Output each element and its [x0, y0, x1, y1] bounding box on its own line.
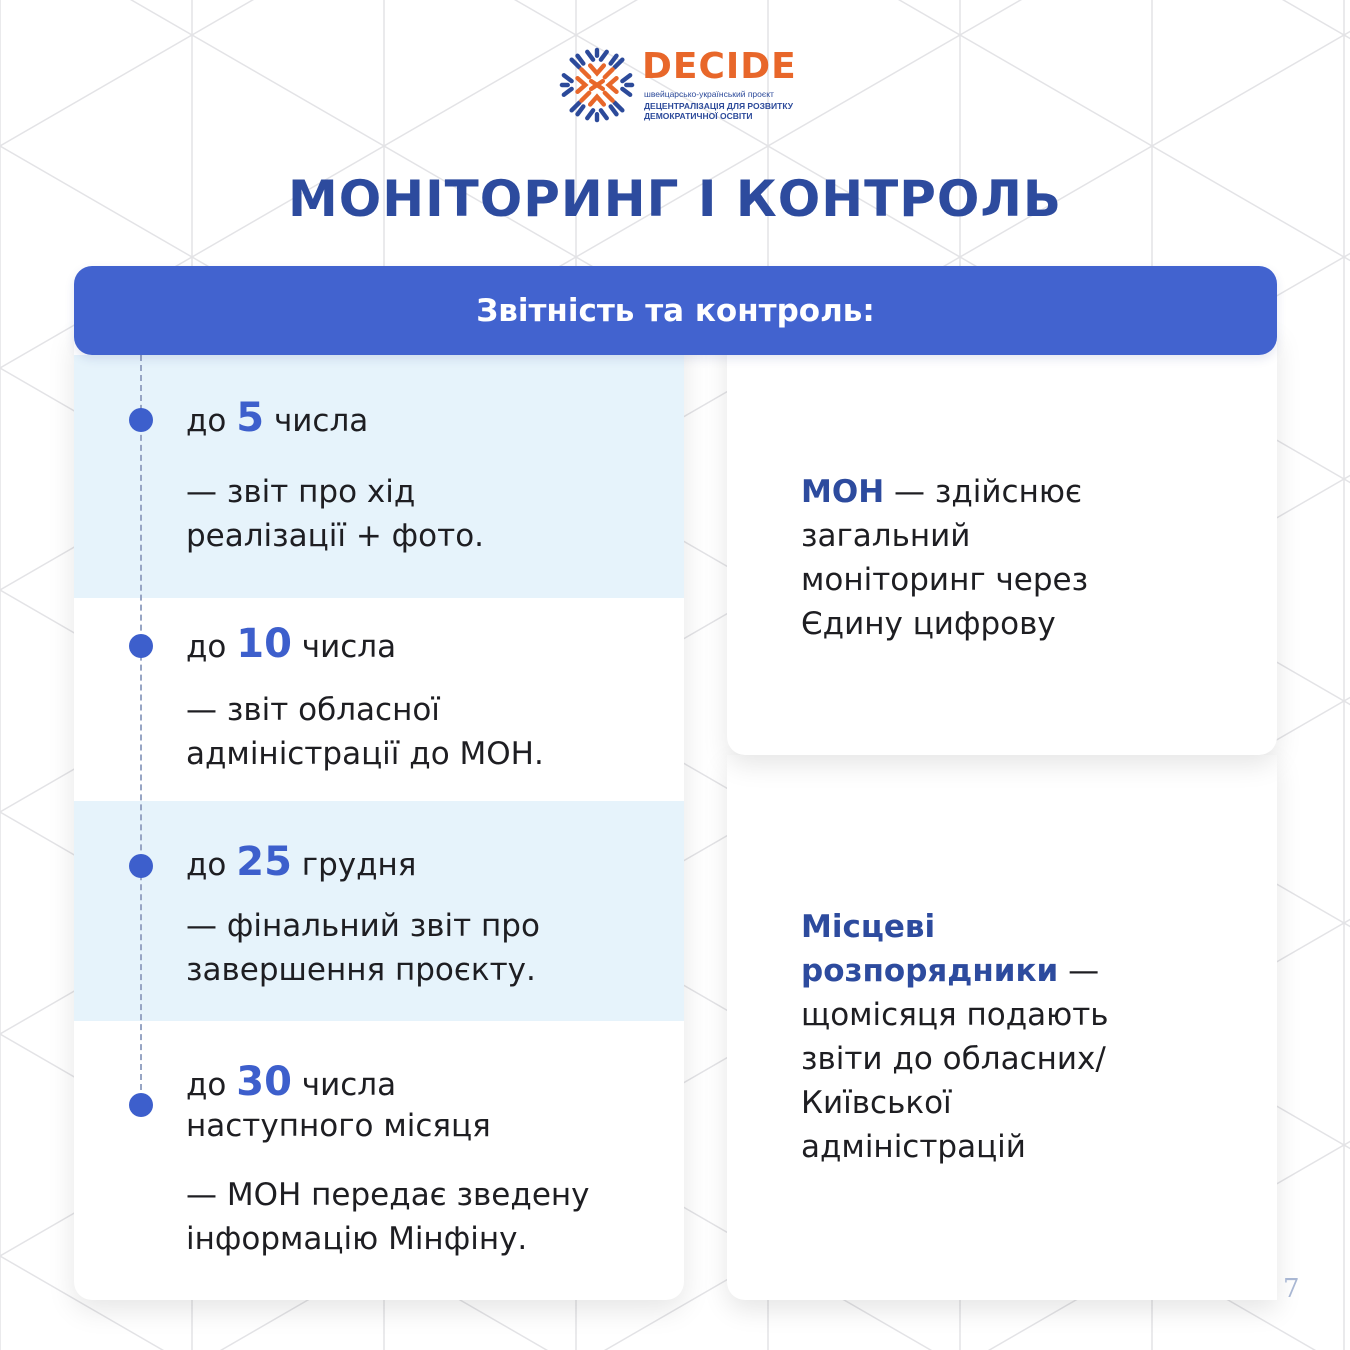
card-highlight: Місцеві розпорядники [801, 909, 1059, 989]
deadline-description: — звіт обласної адміністрації до МОН. [186, 692, 544, 772]
deadline-label [186, 396, 368, 443]
decide-logo [558, 46, 798, 126]
deadline-number: 25 [236, 839, 292, 885]
deadline-label [186, 622, 396, 669]
deadline-description: — звіт про хід реалізації + фото. [186, 474, 485, 554]
deadline-suffix: числа [273, 403, 369, 439]
local-managers-card [727, 755, 1277, 1300]
logo-tagline-line1: ДЕЦЕНТРАЛІЗАЦІЯ ДЛЯ РОЗВИТКУ [644, 101, 794, 111]
logo-wordmark: DECIDE [642, 46, 797, 87]
deadline-suffix: грудня [301, 847, 417, 883]
timeline-dot-icon [129, 1093, 153, 1117]
deadline-number: 30 [236, 1059, 292, 1105]
page-number: 7 [1283, 1274, 1300, 1304]
reporting-timeline-card [74, 330, 684, 1300]
deadline-label [186, 1060, 396, 1107]
deadline-prefix: до [186, 629, 227, 665]
card-body: — здійснює загальний моніторинг через Єдину цифрову [801, 474, 1089, 642]
mon-monitoring-card [727, 330, 1277, 755]
deadline-suffix: числа [301, 629, 397, 665]
deadline-prefix: до [186, 403, 227, 439]
deadline-description: — МОН передає зведену інформацію Мінфіну. [186, 1177, 590, 1257]
deadline-description: — фінальний звіт про завершення проєкту. [186, 908, 540, 988]
section-header-bar [74, 266, 1277, 355]
logo-tagline-line2: ДЕМОКРАТИЧНОЇ ОСВІТИ [644, 111, 753, 121]
deadline-suffix-line2: наступного місяця [186, 1108, 491, 1144]
section-header-label: Звітність та контроль: [476, 292, 875, 329]
card-body: — щомісяця подають звіти до обласних/Київської адміністрацій [801, 953, 1109, 1165]
deadline-label [186, 840, 416, 887]
timeline-dot-icon [129, 854, 153, 878]
card-text [801, 905, 1171, 1169]
timeline-dot-icon [129, 634, 153, 658]
timeline-dot-icon [129, 408, 153, 432]
timeline-dashed-line [140, 355, 142, 1110]
card-highlight: МОН [801, 474, 885, 510]
logo-subtitle: швейцарсько-український проєкт [644, 89, 774, 99]
deadline-suffix: числа [301, 1067, 397, 1103]
deadline-number: 5 [236, 395, 265, 441]
deadline-number: 10 [236, 621, 292, 667]
snowflake-logo-icon [558, 46, 636, 124]
deadline-prefix: до [186, 847, 227, 883]
card-text [801, 470, 1161, 646]
page-title: МОНІТОРИНГ І КОНТРОЛЬ [287, 170, 1063, 228]
deadline-prefix: до [186, 1067, 227, 1103]
